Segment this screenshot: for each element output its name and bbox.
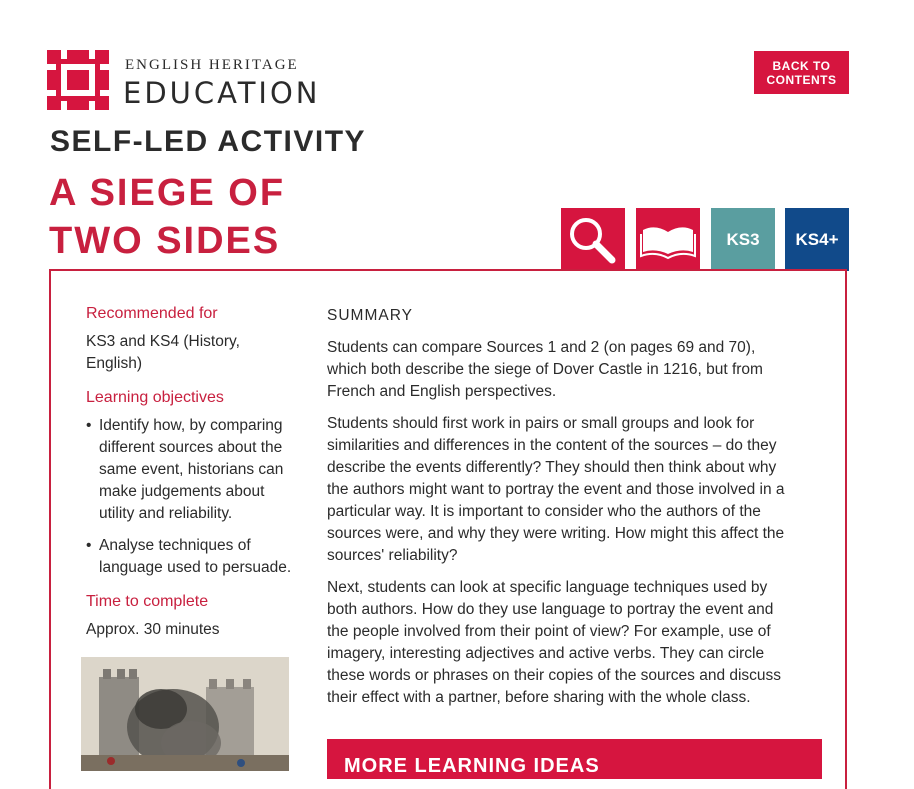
english-heritage-logo-icon (47, 50, 109, 110)
summary-paragraph: Students can compare Sources 1 and 2 (on pages 69 and 70), which both describe the siege of Dover Castle in 1216, but from French and English perspectives. (327, 339, 763, 400)
page-title-line-1: A SIEGE OF (49, 172, 286, 214)
recommended-heading: Recommended for (86, 305, 218, 322)
objectives-heading: Learning objectives (86, 389, 224, 406)
summary-heading: SUMMARY (327, 307, 413, 324)
siege-illustration (81, 657, 289, 771)
magnifying-glass-icon (565, 214, 621, 266)
ks3-tile: KS3 (711, 208, 775, 271)
time-value: Approx. 30 minutes (86, 621, 220, 638)
siege-illustration-image (81, 657, 289, 771)
ks4-tile: KS4+ (785, 208, 849, 271)
page-title-line-2: TWO SIDES (49, 220, 281, 262)
recommended-value: KS3 and KS4 (History, English) (86, 333, 240, 372)
summary-paragraph: Students should first work in pairs or small groups and look for similarities and differences in the content of the sources – do they describe the events differently? They should then think about why the authors might want to portray the event and those involved in a particular way. It is important to consider who the authors of the sources were, and why they were writing. How might this affect the sources' reliability? (327, 415, 785, 564)
summary-paragraph: Next, students can look at specific language techniques used by both authors. How do they use language to portray the event and the people involved from their point of view? For example, use of imagery, interesting adjectives and active verbs. They can circle these words or phrases on their copies of the sources and discuss their effect with a partner, before sharing with the whole class. (327, 579, 782, 706)
more-learning-ideas-header: MORE LEARNING IDEAS (327, 739, 822, 779)
open-book-icon (639, 220, 697, 260)
objectives-list (86, 415, 296, 579)
magnifier-tile (561, 208, 625, 271)
time-heading: Time to complete (86, 593, 209, 610)
brand-subtitle: EDUCATION (123, 76, 321, 110)
book-tile (636, 208, 700, 271)
summary-section (327, 305, 797, 719)
activity-type-label: SELF-LED ACTIVITY (50, 125, 367, 158)
back-to-contents-button[interactable]: BACK TO CONTENTS (754, 51, 849, 94)
objective-item: • Identify how, by comparing different sources about the same event, historians can make judgements about utility and reliability. (86, 415, 296, 525)
objective-item: • Analyse techniques of language used to persuade. (86, 535, 296, 579)
brand-name: ENGLISH HERITAGE (125, 57, 299, 73)
sidebar (86, 305, 296, 641)
